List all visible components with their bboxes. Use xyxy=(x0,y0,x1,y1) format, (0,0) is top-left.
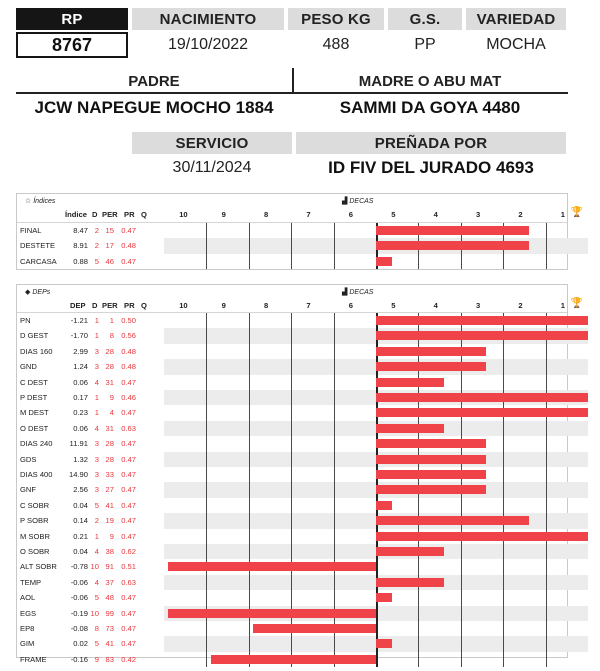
tag-icon: ◆ xyxy=(25,289,31,296)
row-precision: 0.48 xyxy=(121,346,136,356)
row-label: GND xyxy=(20,362,37,372)
col-pr: PR xyxy=(124,301,135,310)
deca-bar xyxy=(376,547,444,556)
row-label: DESTETE xyxy=(20,241,56,251)
table-row xyxy=(17,575,567,590)
row-label: EP8 xyxy=(20,624,35,633)
row-label: GDS xyxy=(20,454,37,464)
gs-value: PP xyxy=(414,36,436,53)
row-label: C SOBR xyxy=(20,500,50,510)
row-percentile: 19 xyxy=(105,516,114,526)
row-deca: 4 xyxy=(94,577,99,587)
row-value: 14.90 xyxy=(68,470,88,479)
row-value: -1.70 xyxy=(70,331,88,341)
deca-bar xyxy=(376,639,392,648)
indices-decas-title: ▟ DECAS xyxy=(342,198,374,205)
row-deca: 1 xyxy=(94,331,99,341)
row-value: -0.78 xyxy=(70,562,88,572)
scale-label: 4 xyxy=(433,301,438,310)
row-deca: 3 xyxy=(94,470,99,479)
row-label: O DEST xyxy=(20,423,49,433)
row-value: 2.56 xyxy=(73,485,88,495)
row-value: 0.88 xyxy=(73,256,88,266)
row-deca: 2 xyxy=(94,516,99,526)
bar-chart-icon: ▟ xyxy=(342,198,348,205)
deca-bar xyxy=(376,226,529,235)
deca-bar xyxy=(376,331,588,340)
deca-bar xyxy=(376,362,486,371)
row-percentile: 8 xyxy=(109,331,114,341)
row-precision: 0.63 xyxy=(121,423,136,433)
variedad-value: MOCHA xyxy=(486,36,546,53)
row-precision: 0.47 xyxy=(121,454,136,464)
row-label: DIAS 160 xyxy=(20,346,53,356)
row-deca: 1 xyxy=(94,408,99,418)
table-row xyxy=(17,254,567,269)
row-precision: 0.51 xyxy=(121,562,136,572)
row-percentile: 73 xyxy=(105,624,114,633)
scale-label: 4 xyxy=(433,210,438,219)
row-percentile: 41 xyxy=(105,639,114,649)
row-label: O SOBR xyxy=(20,547,50,556)
indices-table xyxy=(16,193,584,270)
row-value: 11.91 xyxy=(69,439,88,449)
row-precision: 0.47 xyxy=(121,408,136,418)
row-precision: 0.47 xyxy=(121,256,136,266)
row-percentile: 28 xyxy=(105,454,114,464)
row-precision: 0.47 xyxy=(121,470,136,479)
row-precision: 0.47 xyxy=(121,485,136,495)
row-deca: 2 xyxy=(94,226,99,235)
table-row xyxy=(17,498,567,513)
prenada-value: ID FIV DEL JURADO 4693 xyxy=(328,158,534,177)
row-precision: 0.42 xyxy=(121,654,136,664)
row-deca: 3 xyxy=(94,454,99,464)
trophy-icon: 🏆 xyxy=(570,207,584,218)
row-deca: 3 xyxy=(94,362,99,372)
scale-label: 3 xyxy=(476,301,481,310)
row-value: 0.04 xyxy=(73,547,88,556)
row-value: -0.16 xyxy=(70,654,88,664)
row-precision: 0.47 xyxy=(121,226,136,235)
deca-bar xyxy=(253,624,376,633)
row-percentile: 17 xyxy=(105,241,114,251)
trophy-icon: 🏆 xyxy=(570,298,584,309)
scale-label: 6 xyxy=(348,210,354,219)
table-row xyxy=(17,590,567,605)
row-percentile: 28 xyxy=(105,362,114,372)
row-value: 0.17 xyxy=(73,393,88,402)
row-precision: 0.63 xyxy=(121,577,136,587)
scale-label: 10 xyxy=(179,301,188,310)
padre-value: JCW NAPEGUE MOCHO 1884 xyxy=(34,98,274,117)
scale-label: 3 xyxy=(476,210,481,219)
scale-label: 1 xyxy=(560,210,566,219)
col-dep: DEP xyxy=(70,301,86,310)
row-deca: 3 xyxy=(94,485,99,495)
deca-bar xyxy=(376,516,529,525)
row-value: -0.19 xyxy=(70,608,88,618)
deca-bar xyxy=(376,408,588,417)
madre-label: MADRE O ABU MAT xyxy=(358,72,502,90)
row-value: 0.06 xyxy=(73,423,88,433)
row-precision: 0.47 xyxy=(121,624,136,633)
row-percentile: 41 xyxy=(105,500,114,510)
row-label: EGS xyxy=(20,608,37,618)
padre-label: PADRE xyxy=(128,72,180,90)
row-value: -1.21 xyxy=(70,316,88,325)
row-percentile: 4 xyxy=(109,408,114,418)
deca-bar xyxy=(376,501,392,510)
row-precision: 0.46 xyxy=(121,393,136,402)
row-label: GIM xyxy=(20,639,35,649)
row-label: M DEST xyxy=(20,408,49,418)
row-percentile: 48 xyxy=(105,593,114,603)
deca-bar xyxy=(376,532,588,541)
row-label: P SOBR xyxy=(20,516,49,526)
deca-bar xyxy=(168,609,376,618)
row-label: DIAS 240 xyxy=(20,439,53,449)
scale-label: 7 xyxy=(306,301,311,310)
col-per: PER xyxy=(102,301,118,310)
row-value: 0.14 xyxy=(73,516,88,526)
row-value: 1.32 xyxy=(73,454,88,464)
rp-label: RP xyxy=(16,8,128,30)
scale-label: 5 xyxy=(391,210,396,219)
row-deca: 4 xyxy=(94,377,99,387)
scale-label: 7 xyxy=(306,210,311,219)
col-per: PER xyxy=(102,210,118,219)
col-q: Q xyxy=(141,301,147,310)
row-value: 0.02 xyxy=(73,639,88,649)
servicio-label: SERVICIO xyxy=(132,132,292,154)
row-deca: 8 xyxy=(94,624,99,633)
row-label: GNF xyxy=(20,485,37,495)
scale-label: 8 xyxy=(264,301,269,310)
col-d: D xyxy=(92,301,98,310)
row-label: C DEST xyxy=(20,377,48,387)
row-deca: 5 xyxy=(94,500,99,510)
scale-label: 10 xyxy=(179,210,188,219)
deca-bar xyxy=(376,241,529,250)
row-deca: 5 xyxy=(94,256,99,266)
row-percentile: 91 xyxy=(105,562,114,572)
variedad-label: VARIEDAD xyxy=(466,8,566,30)
row-deca: 5 xyxy=(94,593,99,603)
row-label: ALT SOBR xyxy=(20,562,57,572)
row-deca: 3 xyxy=(94,346,99,356)
scale-label: 2 xyxy=(518,301,523,310)
row-value: -0.06 xyxy=(70,593,88,603)
row-precision: 0.47 xyxy=(121,439,136,449)
row-percentile: 38 xyxy=(105,547,114,556)
row-value: -0.06 xyxy=(70,577,88,587)
row-deca: 9 xyxy=(94,654,99,664)
deca-bar xyxy=(376,470,486,479)
deca-bar xyxy=(376,257,392,266)
deca-bar xyxy=(376,593,392,602)
table-row xyxy=(17,636,567,651)
row-value: 8.91 xyxy=(73,241,88,251)
row-percentile: 31 xyxy=(105,377,114,387)
row-precision: 0.48 xyxy=(121,362,136,372)
deca-bar xyxy=(376,393,588,402)
row-precision: 0.62 xyxy=(121,547,136,556)
row-percentile: 1 xyxy=(109,316,114,325)
deca-bar xyxy=(376,424,444,433)
deca-bar xyxy=(376,578,444,587)
row-percentile: 9 xyxy=(109,393,114,402)
deca-bar xyxy=(168,562,376,571)
row-deca: 3 xyxy=(94,439,99,449)
scale-label: 1 xyxy=(560,301,566,310)
row-label: CARCASA xyxy=(20,256,57,266)
bar-chart-icon: ▟ xyxy=(342,289,348,296)
peso-value: 488 xyxy=(322,36,350,53)
row-precision: 0.47 xyxy=(121,531,136,541)
col-d: D xyxy=(92,210,98,219)
row-label: FINAL xyxy=(20,226,42,235)
row-deca: 1 xyxy=(94,531,99,541)
row-label: AOL xyxy=(20,593,36,603)
row-percentile: 31 xyxy=(105,423,114,433)
scale-label: 9 xyxy=(221,210,226,219)
row-value: 8.47 xyxy=(73,226,88,235)
row-precision: 0.47 xyxy=(121,593,136,603)
row-deca: 4 xyxy=(94,423,99,433)
indices-title: ☆ Índices xyxy=(25,198,56,205)
table-row xyxy=(17,544,567,559)
row-label: M SOBR xyxy=(20,531,50,541)
row-label: D GEST xyxy=(20,331,49,341)
row-percentile: 46 xyxy=(105,256,114,266)
scale-label: 6 xyxy=(348,301,354,310)
col-q: Q xyxy=(141,210,147,219)
row-deca: 4 xyxy=(94,547,99,556)
row-label: TEMP xyxy=(20,577,42,587)
row-percentile: 27 xyxy=(105,485,114,495)
row-value: 2.99 xyxy=(73,346,88,356)
row-precision: 0.47 xyxy=(121,500,136,510)
row-percentile: 33 xyxy=(105,470,114,479)
row-percentile: 37 xyxy=(105,577,114,587)
row-precision: 0.47 xyxy=(121,377,136,387)
row-value: 0.04 xyxy=(73,500,88,510)
row-label: DIAS 400 xyxy=(20,470,53,479)
scale-label: 8 xyxy=(264,210,269,219)
row-precision: 0.47 xyxy=(121,516,136,526)
row-percentile: 99 xyxy=(105,608,114,618)
row-value: -0.08 xyxy=(70,624,88,633)
peso-label: PESO KG xyxy=(288,8,384,30)
nacimiento-value: 19/10/2022 xyxy=(167,36,249,53)
row-deca: 1 xyxy=(94,316,99,325)
nacimiento-label: NACIMIENTO xyxy=(132,8,284,30)
row-label: FRAME xyxy=(20,654,47,664)
row-precision: 0.47 xyxy=(121,639,136,649)
deca-bar xyxy=(211,655,376,664)
gs-label: G.S. xyxy=(388,8,462,30)
deca-bar xyxy=(376,455,486,464)
col-indice: Índice xyxy=(65,210,87,219)
deps-decas-title: ▟ DECAS xyxy=(342,289,374,296)
rp-value: 8767 xyxy=(16,32,128,58)
row-value: 0.21 xyxy=(73,531,88,541)
row-deca: 10 xyxy=(90,562,99,572)
servicio-value: 30/11/2024 xyxy=(172,159,252,176)
row-deca: 10 xyxy=(90,608,99,618)
header-rule xyxy=(16,92,568,94)
scale-label: 5 xyxy=(391,301,396,310)
deca-bar xyxy=(376,439,486,448)
deca-bar xyxy=(376,378,444,387)
scale-label: 2 xyxy=(518,210,523,219)
scale-label: 9 xyxy=(221,301,226,310)
row-precision: 0.47 xyxy=(121,608,136,618)
table-row xyxy=(17,421,567,436)
deca-bar xyxy=(376,347,486,356)
prenada-label: PREÑADA POR xyxy=(296,132,566,154)
star-icon: ☆ xyxy=(25,198,32,205)
row-precision: 0.56 xyxy=(121,331,136,341)
row-label: PN xyxy=(20,316,31,325)
row-value: 1.24 xyxy=(73,362,88,372)
row-deca: 2 xyxy=(94,241,99,251)
deca-bar xyxy=(376,316,588,325)
row-deca: 5 xyxy=(94,639,99,649)
row-percentile: 28 xyxy=(105,439,114,449)
deps-title: ◆ DEPs xyxy=(25,289,51,296)
row-deca: 1 xyxy=(94,393,99,402)
deps-table xyxy=(16,284,584,664)
row-percentile: 15 xyxy=(105,226,114,235)
col-pr: PR xyxy=(124,210,135,219)
row-label: P DEST xyxy=(20,393,48,402)
madre-value: SAMMI DA GOYA 4480 xyxy=(339,98,521,117)
row-value: 0.06 xyxy=(73,377,88,387)
table-row xyxy=(17,375,567,390)
row-precision: 0.50 xyxy=(121,316,136,325)
row-percentile: 9 xyxy=(109,531,114,541)
row-precision: 0.48 xyxy=(121,241,136,251)
row-percentile: 83 xyxy=(105,654,114,664)
row-percentile: 28 xyxy=(105,346,114,356)
row-value: 0.23 xyxy=(73,408,88,418)
deca-bar xyxy=(376,485,486,494)
